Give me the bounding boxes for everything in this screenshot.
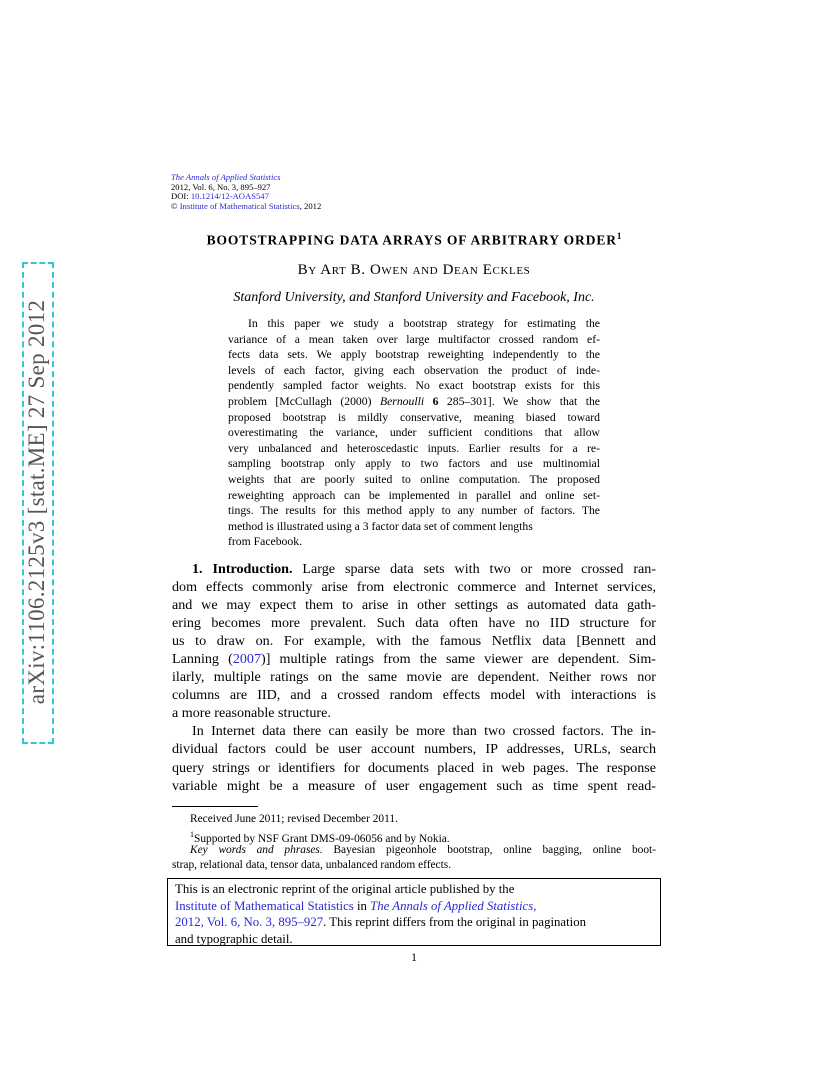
reprint-journal: The Annals of Applied Statistics xyxy=(370,898,534,913)
body-line: dom effects commonly arise from electronic commerce and Internet services, xyxy=(172,579,656,596)
body-text xyxy=(172,560,656,795)
body-line: columns are IID, and a crossed random effects model with interactions is xyxy=(172,687,656,704)
keywords-text: Bayesian pigeonhole bootstrap, online bagging, online boot- xyxy=(322,843,656,856)
section-first-line xyxy=(172,560,656,578)
reprint-citation-link[interactable]: 2012, Vol. 6, No. 3, 895–927 xyxy=(175,915,324,930)
body-line: variable might be a measure of user engagement such as time spent read- xyxy=(172,777,656,794)
funding-text: Supported by NSF Grant DMS-09-06056 and by Nokia. xyxy=(194,833,450,846)
doi-link[interactable]: 10.1214/12-AOAS547 xyxy=(190,191,269,202)
arxiv-stamp xyxy=(22,262,52,742)
abstract xyxy=(228,316,600,550)
footnote-rule xyxy=(172,806,258,807)
body-line: query strings or identifiers for documents placed in web pages. The response xyxy=(172,759,656,776)
reprint-journal-link[interactable] xyxy=(370,899,536,913)
reprint-line: and typographic detail. xyxy=(175,931,293,946)
footnotes xyxy=(172,812,656,874)
citation-volume: 6 xyxy=(432,394,439,408)
reprint-in: in xyxy=(353,898,371,913)
copyright-year: , 2012 xyxy=(299,200,322,211)
volume-line: 2012, Vol. 6, No. 3, 895–927 xyxy=(171,181,271,192)
reprint-line xyxy=(175,898,653,915)
body-line: us to draw on. For example, with the famous Netflix data [Bennett and xyxy=(172,633,656,650)
abstract-line: from Facebook. xyxy=(228,535,302,549)
abstract-citation-text: problem [McCullagh (2000) xyxy=(228,394,380,408)
keywords-label: Key words and phrases. xyxy=(190,843,323,856)
journal-name-link[interactable]: The Annals of Applied Statistics xyxy=(171,172,281,182)
abstract-line: levels of each factor, giving each observation the product of inde- xyxy=(228,363,600,377)
institute-link[interactable]: Institute of Mathematical Statistics xyxy=(179,200,300,211)
abstract-line: pendently sampled factor weights. No exact bootstrap exists for this xyxy=(228,379,600,393)
reprint-line xyxy=(175,914,653,931)
copyright-symbol: © xyxy=(171,200,178,211)
abstract-line: proposed bootstrap is mildly conservative, meaning biased toward xyxy=(228,410,600,424)
body-line: In Internet data there can easily be more than two crossed factors. The in- xyxy=(192,723,656,740)
cite-pre: Lanning ( xyxy=(172,651,233,668)
citation-tail: 285–301]. We show that the xyxy=(438,394,600,408)
cite-post: )] multiple ratings from the same viewer are dependent. Sim- xyxy=(261,651,656,668)
citation-link[interactable]: 2007 xyxy=(232,651,261,668)
abstract-line: sampling bootstrap only apply to two factors and use multinomial xyxy=(228,457,600,471)
reprint-institute-link[interactable]: Institute of Mathematical Statistics xyxy=(175,898,354,913)
abstract-line: method is illustrated using a 3 factor data set of comment lengths xyxy=(228,519,533,533)
abstract-line: fects data sets. We apply bootstrap reweighting independently to the xyxy=(228,348,600,362)
body-line: Large sparse data sets with two or more crossed ran- xyxy=(292,561,657,577)
reprint-tail: . This reprint differs from the original in pagination xyxy=(323,915,587,930)
keywords-line: strap, relational data, tensor data, unbalanced random effects. xyxy=(172,859,452,872)
body-line: ilarly, multiple ratings on the same movie are dependent. Neither rows nor xyxy=(172,669,656,686)
reprint-comma: , xyxy=(533,898,537,913)
body-line: dividual factors could be user account numbers, IP addresses, URLs, search xyxy=(172,741,656,758)
body-line: a more reasonable structure. xyxy=(172,705,331,722)
body-line: and we may expect them to arise in other settings as automated data gath- xyxy=(172,597,656,614)
reprint-notice xyxy=(167,878,661,946)
reprint-line: This is an electronic reprint of the original article published by the xyxy=(175,882,515,896)
affiliation: Stanford University, and Stanford University and Facebook, Inc. xyxy=(233,290,595,305)
paper-title xyxy=(0,231,828,249)
section-heading: 1. Introduction. xyxy=(192,561,293,577)
abstract-line-citation xyxy=(228,394,600,410)
doi-label: DOI: xyxy=(171,191,191,202)
arxiv-identifier: arXiv:1106.2125v3 [stat.ME] 27 Sep 2012 xyxy=(24,299,49,705)
citation-journal: Bernoulli xyxy=(379,394,425,408)
abstract-line: variance of a mean taken over large multifactor crossed random ef- xyxy=(228,332,600,346)
abstract-line: weights that are poorly suited to online computation. The proposed xyxy=(228,472,600,486)
abstract-line: overestimating the variance, under sufficient conditions that allow xyxy=(228,426,600,440)
abstract-line: tings. The results for this method apply to any number of factors. The xyxy=(228,504,600,518)
abstract-line: reweighting approach can be implemented in parallel and online set- xyxy=(228,488,600,502)
funding-footnote-mark: 1 xyxy=(190,830,194,840)
funding-footnote xyxy=(172,827,656,846)
paper-title-text: BOOTSTRAPPING DATA ARRAYS OF ARBITRARY ORDER xyxy=(206,232,617,248)
title-footnote-mark: 1 xyxy=(616,231,622,241)
body-line: ering becomes more prevalent. Such data often have no IID structure for xyxy=(172,615,656,632)
body-line-citation xyxy=(172,650,656,668)
keywords-line xyxy=(172,843,656,858)
journal-header xyxy=(171,173,321,211)
received-dates: Received June 2011; revised December 2011. xyxy=(190,813,398,825)
abstract-line: In this paper we study a bootstrap strategy for estimating the xyxy=(248,317,600,330)
authors: By Art B. Owen and Dean Eckles xyxy=(297,262,531,278)
page-number: 1 xyxy=(411,950,417,964)
abstract-line: very unbalanced and heteroscedastic inputs. Earlier results for a re- xyxy=(228,441,600,455)
